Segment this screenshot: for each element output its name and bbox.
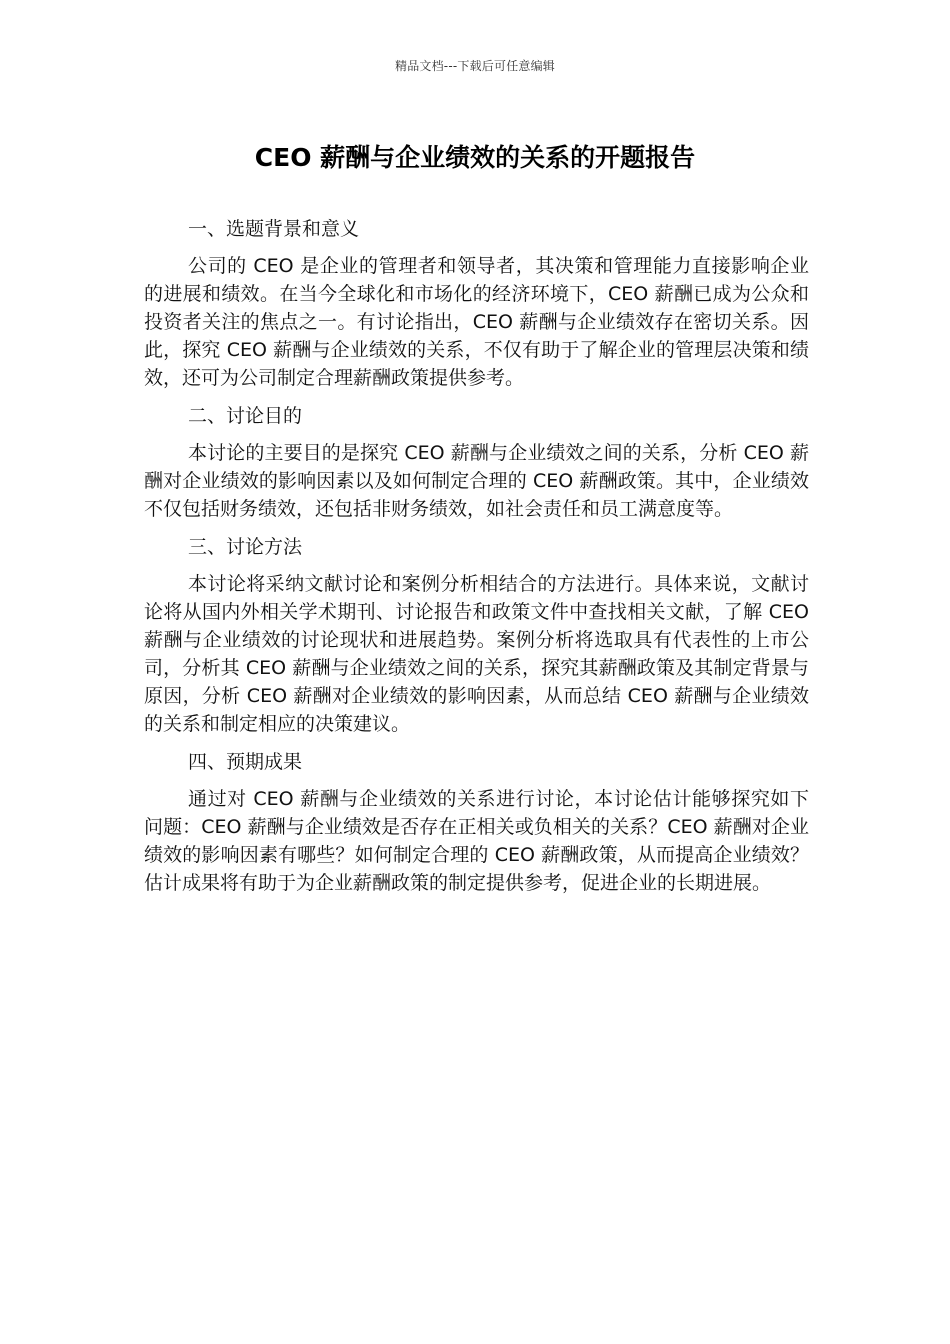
- section-heading: 四、预期成果: [188, 751, 303, 773]
- document-body: [144, 215, 809, 907]
- section-method: [144, 533, 809, 738]
- section-expected-results: [144, 748, 809, 897]
- section-paragraph: 本讨论将采纳文献讨论和案例分析相结合的方法进行。具体来说，文献讨论将从国内外相关学术期刊、讨论报告和政策文件中查找相关文献，了解 CEO 薪酬与企业绩效的讨论现状和进展趋势。案例分析将选取具有代表性的上市公司，分析其 CEO 薪酬与企业绩效之间的关系，探究其薪酬政策及其制定背景与原因，分析 CEO 薪酬对企业绩效的影响因素，从而总结 CEO 薪酬与企业绩效的关系和制定相应的决策建议。: [144, 573, 809, 735]
- section-paragraph: 公司的 CEO 是企业的管理者和领导者，其决策和管理能力直接影响企业的进展和绩效。在当今全球化和市场化的经济环境下，CEO 薪酬已成为公众和投资者关注的焦点之一。有讨论指出，CEO 薪酬与企业绩效存在密切关系。因此，探究 CEO 薪酬与企业绩效的关系，不仅有助于了解企业的管理层决策和绩效，还可为公司制定合理薪酬政策提供参考。: [144, 255, 809, 389]
- section-heading: 三、讨论方法: [188, 536, 303, 558]
- section-heading: 二、讨论目的: [188, 405, 303, 427]
- section-background: [144, 215, 809, 392]
- document-title: CEO 薪酬与企业绩效的关系的开题报告: [254, 143, 696, 172]
- section-heading: 一、选题背景和意义: [188, 218, 360, 240]
- section-purpose: [144, 402, 809, 523]
- header-note: 精品文档---下载后可任意编辑: [395, 59, 555, 73]
- section-paragraph: 本讨论的主要目的是探究 CEO 薪酬与企业绩效之间的关系，分析 CEO 薪酬对企业绩效的影响因素以及如何制定合理的 CEO 薪酬政策。其中，企业绩效不仅包括财务绩效，还包括非财务绩效，如社会责任和员工满意度等。: [144, 442, 809, 520]
- section-paragraph: 通过对 CEO 薪酬与企业绩效的关系进行讨论，本讨论估计能够探究如下问题：CEO 薪酬与企业绩效是否存在正相关或负相关的关系？CEO 薪酬对企业绩效的影响因素有哪些？如何制定合理的 CEO 薪酬政策，从而提高企业绩效？估计成果将有助于为企业薪酬政策的制定提供参考，促进企业的长期进展。: [144, 788, 809, 894]
